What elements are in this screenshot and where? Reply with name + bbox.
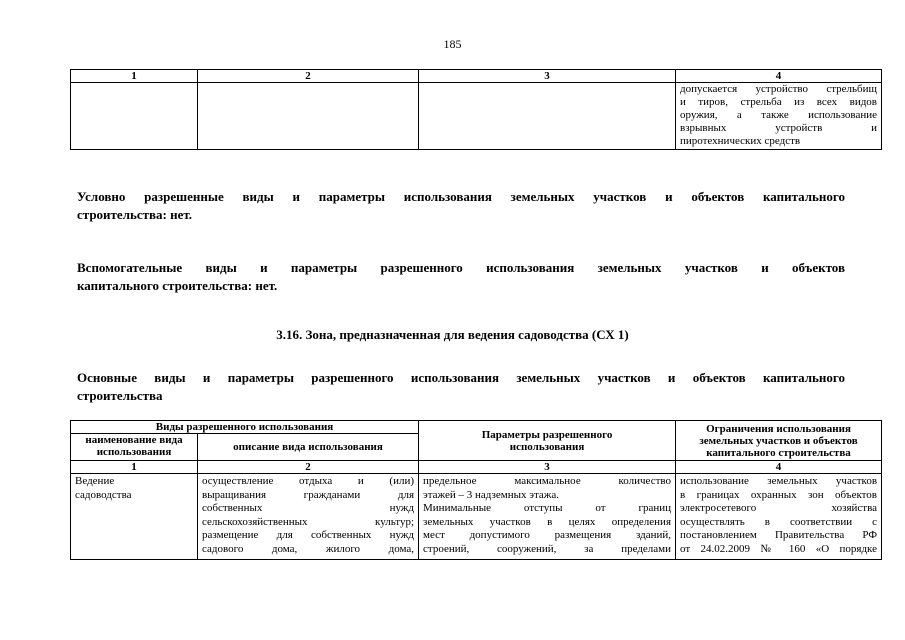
text-line: осуществлять в соответствии с <box>680 515 878 528</box>
top-table-header-row <box>71 70 882 83</box>
top-table-header-2: 2 <box>198 70 419 83</box>
text-line: допускается устройство стрельбищ <box>680 83 877 95</box>
text-line: использование земельных участков <box>680 475 878 487</box>
text-line: собственных нужд <box>202 502 415 515</box>
column-number-1: 1 <box>71 461 198 474</box>
top-table-cell-2 <box>198 83 419 150</box>
column-number-3: 3 <box>419 461 676 474</box>
text-line: электросетевого хозяйства <box>680 502 878 515</box>
text-line: Ведение <box>75 475 115 487</box>
text-line: осуществление отдыха и (или) <box>202 475 415 487</box>
text-line: выращивания гражданами для <box>202 488 415 501</box>
text-line: пиротехнических средств <box>680 135 801 147</box>
top-table-header-3: 3 <box>419 70 676 83</box>
text-line: взрывных устройств и <box>680 122 877 134</box>
text-line: размещение для собственных нужд <box>202 529 415 542</box>
text-line: строений, сооружений, за пределами <box>423 542 672 555</box>
top-table-cell-3 <box>419 83 676 150</box>
paragraph-line: Вспомогательные виды и параметры разрешенного использования земельных участков и объектов <box>77 260 845 275</box>
column-number-4: 4 <box>676 461 882 474</box>
paragraph-line: строительства <box>77 388 163 403</box>
top-table-header-4: 4 <box>676 70 882 83</box>
main-table-number-row <box>71 461 882 474</box>
text-line: сельскохозяйственных культур; <box>202 515 415 528</box>
text-line: Минимальные отступы от границ <box>423 502 672 515</box>
main-table <box>70 420 882 560</box>
text-line: этажей – 3 надземных этажа. <box>423 488 560 501</box>
paragraph-line: Условно разрешенные виды и параметры использования земельных участков и объектов капитального <box>77 189 845 204</box>
main-table-header-row-1 <box>71 421 882 434</box>
paragraph-line: капитального строительства: нет. <box>77 278 278 293</box>
paragraph-auxiliary-uses <box>77 259 845 295</box>
text-line: в границах охранных зон объектов <box>680 488 878 501</box>
cell-use-description <box>198 474 419 560</box>
header-use-description: описание вида использования <box>198 434 419 461</box>
text-line: земельных участков в целях определения <box>423 515 672 528</box>
table-row <box>71 474 882 560</box>
top-table-header-1: 1 <box>71 70 198 83</box>
paragraph-line: строительства: нет. <box>77 207 193 222</box>
paragraph-line: Основные виды и параметры разрешенного использования земельных участков и объектов капитального <box>77 370 845 385</box>
text-line: предельное максимальное количество <box>423 475 672 487</box>
header-use-name: наименование вида использования <box>71 434 198 461</box>
cell-use-name <box>71 474 198 560</box>
text-line: постановлением Правительства РФ <box>680 529 878 542</box>
cell-parameters <box>419 474 676 560</box>
paragraph-main-uses <box>77 369 845 405</box>
cell-limits <box>676 474 882 560</box>
column-number-2: 2 <box>198 461 419 474</box>
text-line: садоводства <box>75 488 132 501</box>
text-line: мест допустимого размещения зданий, <box>423 529 672 542</box>
text-line: от 24.02.2009 № 160 «О порядке <box>680 542 878 555</box>
top-table <box>70 69 882 150</box>
top-table-cell-4 <box>676 83 882 150</box>
page-number: 185 <box>443 37 462 51</box>
section-heading: 3.16. Зона, предназначенная для ведения садоводства (СХ 1) <box>276 327 629 342</box>
header-limits: Ограничения использования земельных участков и объектов капитального строительства <box>676 421 882 461</box>
top-table-row <box>71 83 882 150</box>
text-line: садового дома, жилого дома, <box>202 542 415 555</box>
text-line: и тиров, стрельба из всех видов <box>680 96 877 108</box>
header-uses-group: Виды разрешенного использования <box>71 421 419 434</box>
text-line: оружия, а также использование <box>680 109 877 121</box>
header-parameters: Параметры разрешенного использования <box>419 421 676 461</box>
paragraph-conditional-uses <box>77 188 845 224</box>
top-table-cell-1 <box>71 83 198 150</box>
